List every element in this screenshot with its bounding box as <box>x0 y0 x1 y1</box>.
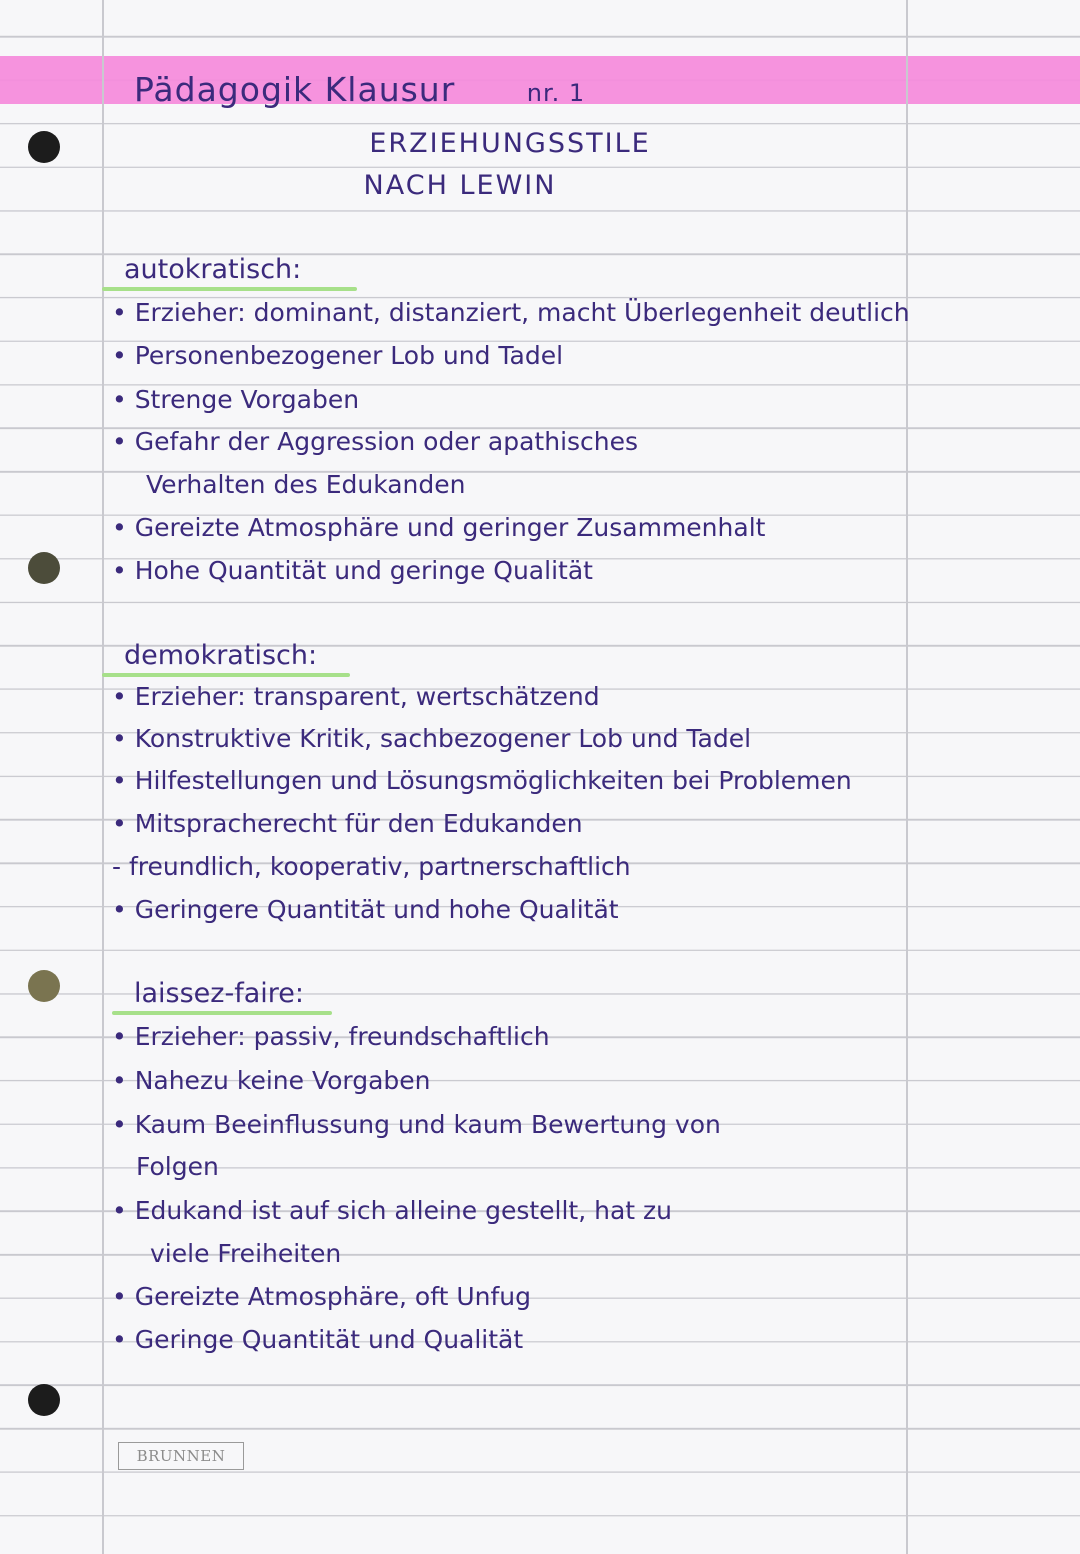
section-heading-demokratisch: demokratisch: <box>124 640 317 671</box>
list-item: • Gereizte Atmosphäre, oft Unfug <box>112 1282 531 1311</box>
list-item: • Erzieher: passiv, freundschaftlich <box>112 1022 550 1051</box>
punch-hole <box>28 1384 60 1416</box>
list-item: • Gefahr der Aggression oder apathisches <box>112 427 639 456</box>
list-item: • Mitspracherecht für den Edukanden <box>112 809 583 838</box>
subtitle-line-1: ERZIEHUNGSSTILE <box>369 128 651 159</box>
section-heading-laissez-faire: laissez-faire: <box>134 978 304 1009</box>
left-margin-line <box>102 0 104 1554</box>
list-item: • Strenge Vorgaben <box>112 385 360 414</box>
list-item: • Kaum Beeinflussung und kaum Bewertung von <box>112 1110 721 1139</box>
list-item: • Konstruktive Kritik, sachbezogener Lob und Tadel <box>112 724 752 753</box>
list-item: • Erzieher: transparent, wertschätzend <box>112 682 600 711</box>
subtitle-line-2: NACH LEWIN <box>363 170 557 201</box>
title-text: Pädagogik Klausur <box>134 70 456 109</box>
list-item: • Edukand ist auf sich alleine gestellt, hat zu <box>112 1196 672 1225</box>
list-item-continuation: Verhalten des Edukanden <box>146 470 466 499</box>
punch-hole <box>28 970 60 1002</box>
list-item: • Hilfestellungen und Lösungsmöglichkeiten bei Problemen <box>112 766 852 795</box>
punch-hole <box>28 131 60 163</box>
list-item-continuation: Folgen <box>136 1152 219 1181</box>
list-item: • Personenbezogener Lob und Tadel <box>112 341 564 370</box>
heading-underline <box>112 1011 332 1015</box>
list-item: • Geringere Quantität und hohe Qualität <box>112 895 619 924</box>
list-item: • Geringe Quantität und Qualität <box>112 1325 524 1354</box>
list-item: - freundlich, kooperativ, partnerschaftlich <box>112 852 631 881</box>
heading-underline <box>102 673 350 677</box>
list-item: • Nahezu keine Vorgaben <box>112 1066 431 1095</box>
list-item: • Hohe Quantität und geringe Qualität <box>112 556 593 585</box>
heading-underline <box>102 287 357 291</box>
list-item: • Gereizte Atmosphäre und geringer Zusammenhalt <box>112 513 766 542</box>
title-number: nr. 1 <box>526 79 586 107</box>
list-item: • Erzieher: dominant, distanziert, macht Überlegenheit deutlich <box>112 298 910 327</box>
section-heading-autokratisch: autokratisch: <box>124 254 301 285</box>
brunnen-logo: BRUNNEN <box>118 1442 244 1470</box>
punch-hole <box>28 552 60 584</box>
right-margin-line <box>906 0 908 1554</box>
page-title <box>134 70 585 109</box>
list-item-continuation: viele Freiheiten <box>150 1239 342 1268</box>
